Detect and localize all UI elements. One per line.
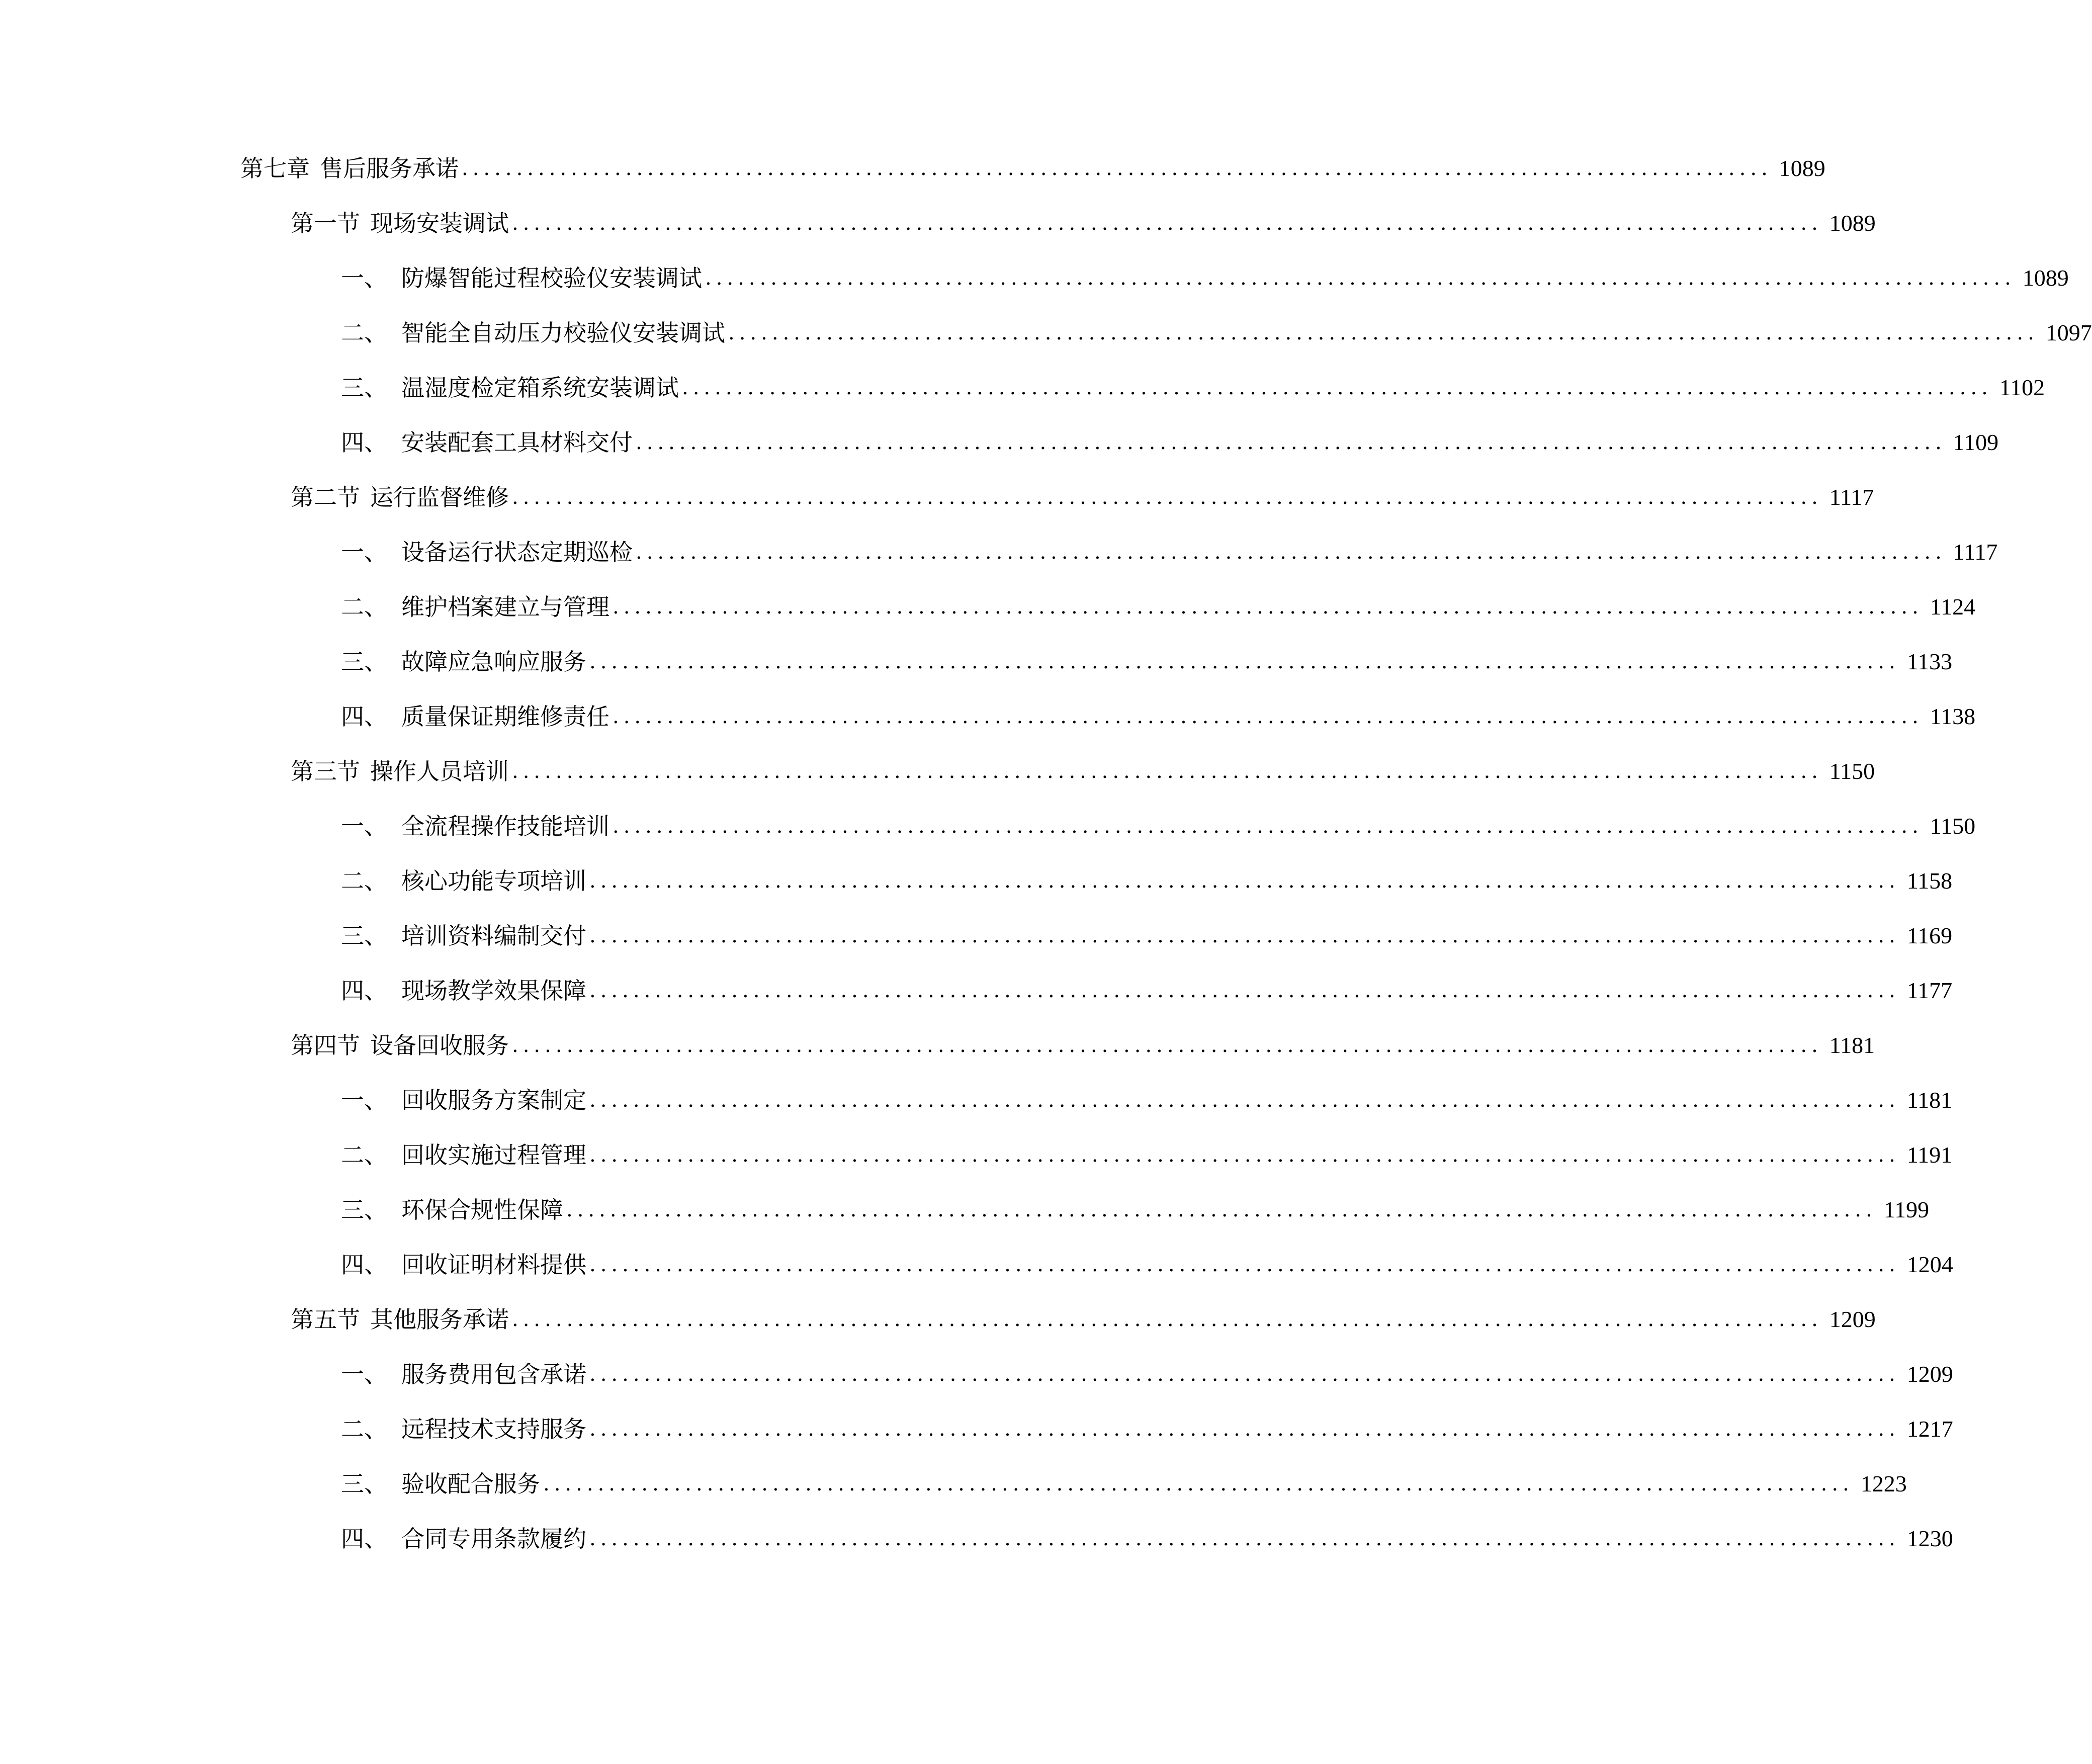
toc-entry-section[interactable] [291, 477, 1874, 517]
toc-entry-title: 设备回收服务 [370, 1032, 509, 1059]
toc-entry-subsection[interactable] [341, 806, 1976, 846]
toc-entry-title: 回收服务方案制定 [401, 1087, 586, 1114]
toc-entry-prefix: 四、 [341, 1525, 387, 1552]
toc-entry-page: 1150 [1829, 758, 1875, 784]
toc-entry-subsection[interactable] [341, 696, 1976, 737]
toc-entry-subsection[interactable] [341, 258, 2069, 298]
toc-leader-dots: ........................................................................................................................ [512, 760, 1822, 783]
toc-entry-prefix: 第一节 [291, 210, 360, 237]
toc-entry-prefix: 二、 [341, 867, 387, 895]
toc-entry-page: 1089 [1829, 210, 1876, 236]
toc-entry-title: 远程技术支持服务 [401, 1416, 586, 1443]
toc-entry-page: 1181 [1829, 1032, 1875, 1058]
toc-entry-page: 1117 [1829, 484, 1874, 510]
toc-entry-page: 1204 [1906, 1252, 1953, 1277]
toc-leader-dots: ........................................................................................................................ [589, 1363, 1900, 1386]
toc-entry-subsection[interactable] [341, 861, 1953, 901]
toc-entry-title: 质量保证期维修责任 [401, 703, 609, 730]
toc-entry-prefix: 第四节 [291, 1032, 360, 1059]
toc-entry-section[interactable] [291, 1025, 1875, 1066]
toc-entry-prefix: 第五节 [291, 1306, 360, 1333]
toc-entry-title: 防爆智能过程校验仪安装调试 [401, 264, 702, 292]
toc-entry-title: 智能全自动压力校验仪安装调试 [401, 319, 725, 346]
toc-entry-subsection[interactable] [341, 1080, 1953, 1120]
toc-entry-subsection[interactable] [341, 1409, 1953, 1449]
toc-entry-title: 回收实施过程管理 [401, 1141, 586, 1169]
toc-leader-dots: ........................................................................................................................ [543, 1472, 1854, 1495]
toc-entry-page: 1102 [1999, 375, 2045, 400]
toc-leader-dots: ........................................................................................................................ [636, 541, 1946, 564]
toc-entry-page: 1181 [1906, 1087, 1953, 1113]
toc-entry-subsection[interactable] [341, 1354, 1953, 1394]
toc-entry-page: 1138 [1930, 703, 1976, 729]
toc-entry-chapter[interactable] [240, 148, 1825, 189]
toc-leader-dots: ........................................................................................................................ [589, 869, 1900, 893]
toc-leader-dots: ........................................................................................................................ [566, 1198, 1877, 1221]
toc-entry-page: 1230 [1906, 1526, 1953, 1551]
toc-entry-prefix: 四、 [341, 703, 387, 730]
toc-entry-title: 环保合规性保障 [401, 1196, 563, 1223]
toc-entry-section[interactable] [291, 1299, 1876, 1340]
toc-entry-title: 全流程操作技能培训 [401, 813, 609, 840]
toc-entry-page: 1209 [1906, 1361, 1953, 1387]
toc-leader-dots: ........................................................................................................................ [589, 650, 1900, 673]
toc-entry-prefix: 一、 [341, 1361, 387, 1388]
toc-leader-dots: ........................................................................................................................ [589, 979, 1900, 1002]
toc-leader-dots: ........................................................................................................................ [589, 1253, 1900, 1276]
toc-leader-dots: ........................................................................................................................ [512, 486, 1822, 509]
toc-entry-subsection[interactable] [341, 422, 1999, 463]
toc-entry-prefix: 第三节 [291, 758, 360, 785]
toc-entry-page: 1177 [1906, 978, 1953, 1003]
toc-entry-page: 1097 [2045, 320, 2092, 345]
toc-entry-subsection[interactable] [341, 1464, 1907, 1504]
toc-leader-dots: ........................................................................................................................ [512, 1034, 1822, 1057]
toc-entry-prefix: 三、 [341, 1196, 387, 1223]
toc-entry-section[interactable] [291, 203, 1876, 243]
toc-entry-prefix: 四、 [341, 977, 387, 1004]
toc-entry-prefix: 三、 [341, 648, 387, 675]
toc-entry-prefix: 第二节 [291, 484, 360, 511]
toc-entry-prefix: 一、 [341, 1087, 387, 1114]
toc-leader-dots: ........................................................................................................................ [512, 212, 1822, 235]
toc-entry-prefix: 一、 [341, 264, 387, 292]
toc-leader-dots: ........................................................................................................................ [589, 1527, 1900, 1550]
toc-entry-page: 1133 [1906, 649, 1953, 674]
toc-entry-title: 其他服务承诺 [370, 1306, 509, 1333]
toc-entry-subsection[interactable] [341, 368, 2045, 408]
toc-entry-title: 操作人员培训 [370, 758, 509, 785]
toc-entry-prefix: 二、 [341, 1416, 387, 1443]
toc-leader-dots: ........................................................................................................................ [728, 321, 2039, 344]
toc-entry-title: 回收证明材料提供 [401, 1251, 586, 1278]
toc-entry-page: 1089 [1779, 155, 1825, 181]
toc-entry-title: 温湿度检定箱系统安装调试 [401, 374, 679, 401]
toc-entry-title: 服务费用包含承诺 [401, 1361, 586, 1388]
toc-entry-page: 1169 [1906, 923, 1953, 948]
toc-entry-page: 1150 [1930, 813, 1976, 839]
toc-entry-title: 售后服务承诺 [320, 155, 459, 182]
toc-leader-dots: ........................................................................................................................ [462, 157, 1772, 180]
toc-entry-section[interactable] [291, 751, 1875, 791]
toc-entry-page: 1223 [1860, 1471, 1907, 1496]
toc-entry-subsection[interactable] [341, 1245, 1953, 1285]
toc-entry-title: 现场教学效果保障 [401, 977, 586, 1004]
toc-entry-page: 1217 [1906, 1416, 1953, 1442]
toc-entry-title: 故障应急响应服务 [401, 648, 586, 675]
toc-entry-title: 合同专用条款履约 [401, 1525, 586, 1552]
toc-entry-prefix: 二、 [341, 1141, 387, 1169]
toc-leader-dots: ........................................................................................................................ [512, 1308, 1822, 1331]
toc-leader-dots: ........................................................................................................................ [589, 1418, 1900, 1441]
toc-entry-title: 安装配套工具材料交付 [401, 429, 633, 456]
toc-entry-title: 现场安装调试 [370, 210, 509, 237]
toc-entry-prefix: 三、 [341, 922, 387, 949]
toc-entry-title: 验收配合服务 [401, 1470, 540, 1497]
toc-entry-page: 1124 [1930, 594, 1976, 620]
toc-entry-title: 运行监督维修 [370, 484, 509, 511]
toc-entry-prefix: 二、 [341, 319, 387, 346]
toc-leader-dots: ........................................................................................................................ [589, 1143, 1900, 1167]
toc-leader-dots: ........................................................................................................................ [705, 267, 2016, 290]
toc-leader-dots: ........................................................................................................................ [613, 815, 1923, 838]
toc-entry-prefix: 四、 [341, 429, 387, 456]
toc-entry-prefix: 二、 [341, 593, 387, 621]
toc-leader-dots: ........................................................................................................................ [613, 595, 1923, 619]
toc-entry-subsection[interactable] [341, 587, 1976, 627]
toc-entry-subsection[interactable] [341, 1190, 1930, 1230]
toc-entry-subsection[interactable] [341, 1135, 1953, 1175]
toc-entry-prefix: 三、 [341, 374, 387, 401]
toc-entry-prefix: 四、 [341, 1251, 387, 1278]
toc-entry-subsection[interactable] [341, 1519, 1953, 1559]
toc-leader-dots: ........................................................................................................................ [613, 705, 1923, 728]
toc-entry-title: 培训资料编制交付 [401, 922, 586, 949]
toc-entry-page: 1209 [1829, 1306, 1876, 1332]
toc-entry-prefix: 一、 [341, 813, 387, 840]
toc-entry-subsection[interactable] [341, 971, 1953, 1011]
toc-entry-subsection[interactable] [341, 532, 1998, 572]
toc-entry-page: 1109 [1953, 429, 1999, 455]
toc-entry-subsection[interactable] [341, 313, 2092, 353]
toc-entry-title: 维护档案建立与管理 [401, 593, 609, 621]
toc-entry-page: 1191 [1906, 1142, 1953, 1168]
toc-entry-page: 1158 [1906, 868, 1953, 894]
toc-entry-title: 核心功能专项培训 [401, 867, 586, 895]
toc-entry-prefix: 一、 [341, 539, 387, 566]
toc-leader-dots: ........................................................................................................................ [636, 431, 1946, 454]
toc-entry-page: 1117 [1953, 539, 1998, 565]
toc-leader-dots: ........................................................................................................................ [682, 376, 1992, 399]
toc-entry-subsection[interactable] [341, 916, 1953, 956]
toc-leader-dots: ........................................................................................................................ [589, 1089, 1900, 1112]
toc-entry-page: 1199 [1883, 1197, 1930, 1222]
toc-entry-page: 1089 [2022, 265, 2069, 291]
toc-entry-prefix: 第七章 [240, 155, 310, 182]
toc-entry-title: 设备运行状态定期巡检 [401, 539, 633, 566]
toc-entry-subsection[interactable] [341, 642, 1953, 682]
toc-leader-dots: ........................................................................................................................ [589, 924, 1900, 947]
toc-entry-prefix: 三、 [341, 1470, 387, 1497]
